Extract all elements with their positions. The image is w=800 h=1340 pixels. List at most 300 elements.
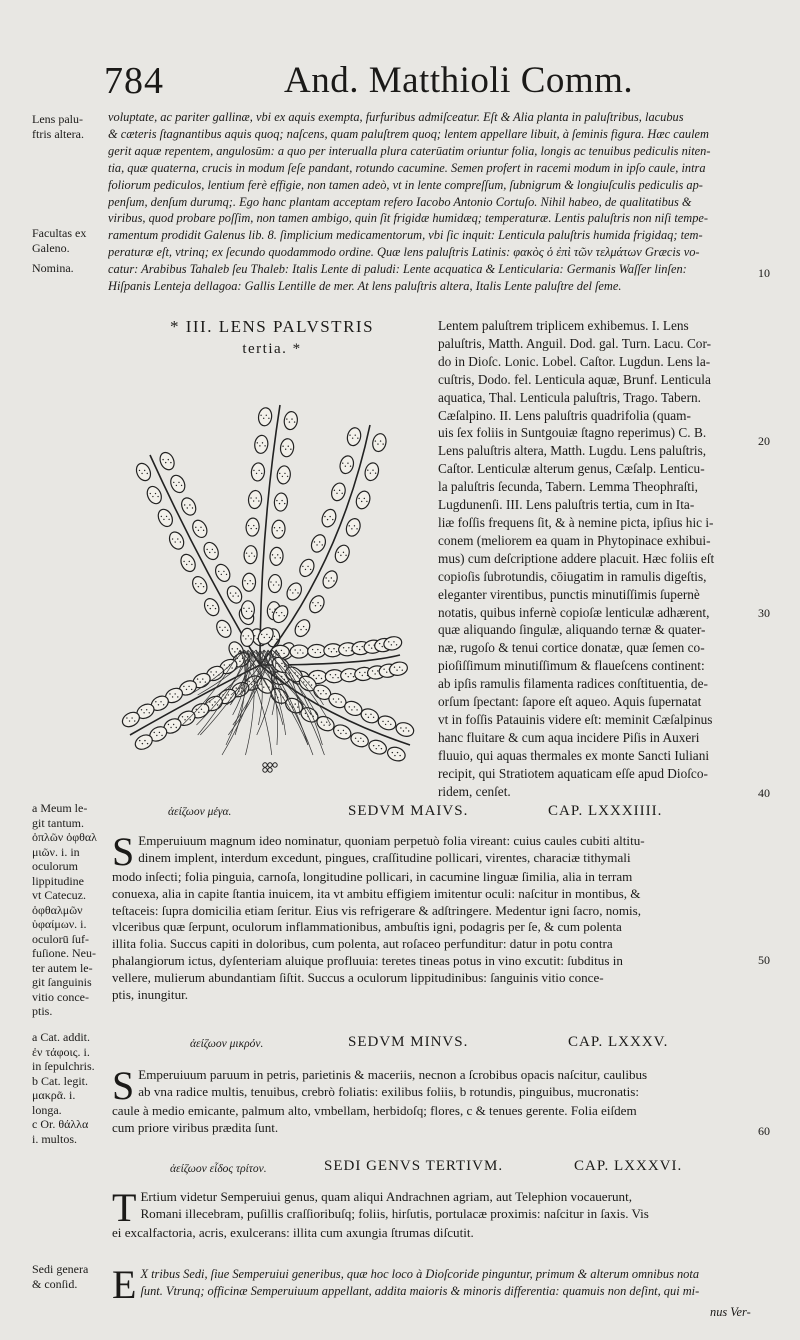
leaf-dot: [345, 555, 346, 556]
leaf-dot: [314, 541, 315, 542]
leaf-dot: [155, 493, 156, 494]
leaf-dot: [156, 735, 157, 736]
lens3-title-line2: tertia. *: [242, 341, 302, 357]
margin-line: ftris altera.: [32, 126, 84, 141]
drop-cap: S: [112, 1063, 135, 1108]
leaf-dot: [258, 500, 259, 501]
leaf-dot: [397, 752, 398, 753]
margin-line: git ſanguinis: [32, 975, 92, 989]
leaf-dot: [269, 637, 270, 638]
line-number: 50: [758, 953, 770, 967]
margin-line: a Cat. addit.: [32, 1030, 90, 1044]
leaf-dot: [321, 721, 322, 722]
leaf-dot: [202, 678, 203, 679]
leaflet: [279, 438, 294, 458]
sedum-minus-greek: ἀείζωον μικρόν.: [190, 1038, 264, 1050]
leaf-dot: [320, 605, 321, 606]
leaflet: [157, 450, 176, 472]
text-line: næ, rugoſo & tenui cortice donatæ, quæ ſemen co-: [438, 640, 705, 656]
leaf-dot: [199, 681, 200, 682]
leaf-dot: [362, 675, 363, 676]
leaf-dot: [256, 528, 257, 529]
line-number: 40: [758, 786, 770, 800]
leaf-dot: [336, 493, 337, 494]
leaf-dot: [248, 608, 249, 609]
leaf-dot: [169, 693, 170, 694]
margin-line: ὑφαίμων. i.: [32, 917, 87, 931]
leaf-dot: [212, 704, 213, 705]
text-line: aquatica, Thal. Lenticula paluſtris, Trago. Tabern.: [438, 389, 701, 405]
leaf-dot: [266, 634, 267, 635]
text-line: vellere, mulierum abundantiam ſiſtit. Succus a oculorum lippitudinibus: ſanguinis vitio conce-: [112, 969, 604, 985]
margin-line: i. multos.: [32, 1131, 78, 1146]
leaf-dot: [176, 485, 177, 486]
leaf-dot: [359, 649, 360, 650]
leaf-dot: [172, 696, 173, 697]
text-line: peraturæ eſt, vtrinq; ex ſecundo quodammodo ordine. Quæ lens paluſtris Latinis: φακὸς ὁ ἐπὶ τῶν τελμάτων Græcis vo-: [108, 245, 700, 260]
margin-line: vt Catecuz.: [32, 888, 86, 902]
leaf-dot: [243, 608, 244, 609]
leaf-dot: [345, 466, 346, 467]
leaf-dot: [170, 727, 171, 728]
leaf-dot: [402, 670, 403, 671]
leaf-dot: [291, 418, 292, 419]
leaflet: [201, 540, 221, 562]
leaf-dot: [375, 440, 376, 441]
leaflet: [349, 730, 371, 749]
leaf-dot: [343, 552, 344, 553]
leaf-dot: [181, 485, 182, 486]
text-line: phalangiorum ictus, dyſenteriam aluique profluuia: teretes tineas potus in vino excutit: ſubditus in: [112, 952, 623, 968]
leaf-dot: [349, 525, 350, 526]
leaf-dot: [306, 684, 307, 685]
leaf-dot: [277, 554, 278, 555]
seed: [273, 763, 277, 767]
leaf-dot: [250, 638, 251, 639]
leaf-dot: [203, 530, 204, 531]
leaf-dot: [131, 717, 132, 718]
leaf-dot: [381, 748, 382, 749]
leaf-dot: [217, 704, 218, 705]
text-line: ſunt. Vtrunq; officinæ Semperuiuum appellant, addita maioris & minoris differentia: quamuis non deſint, qui mi-: [140, 1284, 700, 1298]
leaflet: [394, 720, 415, 738]
leaf-dot: [323, 724, 324, 725]
leaf-dot: [139, 470, 140, 471]
leaf-dot: [260, 415, 261, 416]
leaf-dot: [358, 741, 359, 742]
leaf-dot: [223, 571, 224, 572]
leaf-dot: [252, 583, 253, 584]
drop-cap: S: [112, 829, 135, 874]
leaf-dot: [315, 605, 316, 606]
leaf-dot: [281, 500, 282, 501]
leaf-dot: [183, 561, 184, 562]
margin-line: vitio conce-: [32, 989, 89, 1004]
leaf-dot: [374, 673, 375, 674]
leaf-dot: [285, 449, 286, 450]
leaf-dot: [355, 738, 356, 739]
margin-note-sedi-genera: [32, 1262, 104, 1291]
leaf-dot: [368, 644, 369, 645]
text-line: Caſtor. Lenticulæ alterum genus, Cæſalp. Lenticu-: [438, 461, 705, 477]
leaf-dot: [184, 504, 185, 505]
leaf-dot: [168, 519, 169, 520]
leaf-dot: [170, 462, 171, 463]
leaf-dot: [290, 449, 291, 450]
leaf-dot: [408, 730, 409, 731]
leaf-dot: [335, 674, 336, 675]
leaf-dot: [405, 727, 406, 728]
leaf-dot: [232, 648, 233, 649]
leaf-dot: [350, 466, 351, 467]
leaflet: [363, 461, 380, 482]
leaf-dot: [191, 564, 192, 565]
leaf-dot: [282, 530, 283, 531]
leaf-dot: [352, 437, 353, 438]
leaf-dot: [372, 470, 373, 471]
seed: [263, 763, 267, 767]
text-line: Lugdunenſi. III. Lens paluſtris tertia, cum in Ita-: [438, 497, 695, 513]
text-line: mus) cum deſcriptione addere placuit. Hæc foliis eſt: [438, 550, 715, 566]
leaf-dot: [227, 630, 228, 631]
leaflet: [156, 507, 176, 529]
leaf-dot: [283, 653, 284, 654]
leaf-dot: [325, 577, 326, 578]
leaf-dot: [353, 676, 354, 677]
text-line: do in Dioſc. Lonic. Lobel. Caſtor. Lugdun. Lens la-: [438, 353, 711, 369]
leaflet: [283, 411, 298, 431]
leaf-dot: [292, 592, 293, 593]
leaf-dot: [235, 592, 236, 593]
leaf-dot: [134, 720, 135, 721]
leaf-dot: [376, 748, 377, 749]
leaf-dot: [345, 673, 346, 674]
sedum-maius-title: SEDVM MAIVS.: [348, 803, 469, 819]
leaf-dot: [324, 516, 325, 517]
text-line: ramentum prodidit Galenus lib. 8. ſimplicium medicamentorum, vbi ſic inquit: Lenticula paluſtris humida frigidaq; tem-: [108, 228, 703, 243]
leaf-dot: [168, 459, 169, 460]
leaf-dot: [189, 504, 190, 505]
leaf-dot: [219, 627, 220, 628]
leaflet: [269, 547, 283, 566]
sedi-tertium-cap: CAP. LXXXVI.: [574, 1158, 683, 1174]
leaf-dot: [160, 701, 161, 702]
leaf-dot: [177, 696, 178, 697]
leaf-dot: [155, 701, 156, 702]
line-number: 60: [758, 1124, 770, 1138]
leaf-dot: [288, 446, 289, 447]
leaf-dot: [279, 503, 280, 504]
leaf-dot: [158, 704, 159, 705]
text-line: pioſiſſimum minutiſſimum & flaueſcens continent:: [438, 658, 705, 674]
leaf-dot: [129, 720, 130, 721]
leaf-dot: [328, 580, 329, 581]
leaf-dot: [312, 649, 313, 650]
text-line: Lentem paluſtrem triplicem exhibemus. I. Lens: [438, 318, 689, 333]
margin-line: fuſione. Neu-: [32, 946, 96, 960]
text-line: tia, quæ quaterna, crucis in modum ſeſe pandant, rotundo cacumine. Semen profert in racemi modum in ipſo caule, intra: [108, 160, 706, 175]
leaf-dot: [276, 639, 277, 640]
leaf-dot: [174, 541, 175, 542]
leaf-dot: [334, 490, 335, 491]
leaf-dot: [368, 717, 369, 718]
leaf-dot: [163, 519, 164, 520]
leaf-dot: [356, 709, 357, 710]
leaf-dot: [375, 473, 376, 474]
text-line: Ertium videtur Semperuiui genus, quam aliqui Andrachnen agriam, aut Telephion vocauerunt,: [140, 1189, 632, 1204]
leaf-dot: [284, 503, 285, 504]
leaf-dot: [274, 636, 275, 637]
text-line: gerit aquæ repentem, angulosūm: a quo per interualla plura caterūatim oriuntur folia, longis ac tenuibus pediculis niten-: [108, 143, 711, 158]
leaf-dot: [238, 595, 239, 596]
leaf-dot: [144, 740, 145, 741]
leaf-dot: [177, 538, 178, 539]
leaf-dot: [142, 743, 143, 744]
leaf-dot: [287, 476, 288, 477]
leaf-dot: [379, 643, 380, 644]
leaf-dot: [176, 727, 177, 728]
text-line: vlceribus quæ ſerpunt, oculorum inflammationibus, ambuſtis igni, podagris per ſe, & cum polenta: [112, 919, 622, 935]
leaf-dot: [370, 714, 371, 715]
leaf-dot: [216, 671, 217, 672]
leaf-dot: [295, 589, 296, 590]
margin-line: lippitudine: [32, 873, 84, 888]
leaf-dot: [248, 681, 249, 682]
leaf-dot: [214, 701, 215, 702]
text-line: quæ aliquando ſingulæ, aliquando ternæ & quater-: [438, 622, 706, 638]
sedum-minus-cap: CAP. LXXXV.: [568, 1034, 669, 1050]
leaf-dot: [338, 698, 339, 699]
leaf-dot: [331, 577, 332, 578]
margin-line: Facultas ex: [32, 226, 87, 240]
leaf-dot: [250, 528, 251, 529]
leaf-dot: [203, 586, 204, 587]
leaf-dot: [191, 689, 192, 690]
leaf-dot: [200, 583, 201, 584]
leaf-dot: [326, 721, 327, 722]
margin-line: ter autem le-: [32, 960, 93, 975]
leaf-dot: [308, 681, 309, 682]
leaf-dot: [359, 672, 360, 673]
leaf-dot: [386, 672, 387, 673]
leaf-dot: [382, 443, 383, 444]
text-line: teſtaceis: ſupra domicilia etiam ſeritur. Eius vis refrigerare & adſtringere. Medentur igni ſacro, nomis,: [112, 902, 642, 918]
leaf-dot: [377, 443, 378, 444]
leaf-dot: [261, 473, 262, 474]
leaf-dot: [394, 755, 395, 756]
leaf-dot: [343, 647, 344, 648]
leaf-dot: [256, 497, 257, 498]
line-number: 20: [758, 434, 770, 448]
leaf-dot: [210, 608, 211, 609]
text-line: paluſtris, Matth. Anguil. Dod. gal. Turn. Lacu. Cor-: [438, 335, 712, 351]
leaf-dot: [295, 703, 296, 704]
text-line: Cæſalpino. II. Lens paluſtris quadrifolia (quam-: [438, 407, 691, 423]
leaf-dot: [346, 650, 347, 651]
leaf-dot: [183, 686, 184, 687]
leaf-dot: [278, 584, 279, 585]
leaf-dot: [198, 586, 199, 587]
leaf-dot: [367, 470, 368, 471]
leaf-dot: [297, 706, 298, 707]
margin-line: Lens palu-: [32, 112, 83, 126]
leaflet: [338, 454, 355, 475]
leaf-dot: [273, 584, 274, 585]
leaf-dot: [274, 557, 275, 558]
leaf-dot: [272, 554, 273, 555]
sedum-minus-title: SEDVM MINVS.: [348, 1034, 469, 1050]
leaf-dot: [264, 445, 265, 446]
leaf-dot: [297, 592, 298, 593]
leaf-dot: [392, 752, 393, 753]
leaf-dot: [178, 482, 179, 483]
margin-line: oculorū ſuf-: [32, 931, 89, 946]
leaf-dot: [192, 507, 193, 508]
margin-line: ptis.: [32, 1004, 53, 1018]
leaflet: [224, 584, 244, 606]
leaf-dot: [126, 717, 127, 718]
leaf-dot: [338, 552, 339, 553]
leaf-dot: [399, 667, 400, 668]
leaf-dot: [201, 709, 202, 710]
leaf-dot: [303, 681, 304, 682]
leaf-dot: [270, 581, 271, 582]
leaflet: [320, 569, 340, 591]
text-line: Romani illecebram, puſillis craſſioribuſq; foliis, hirſutis, portulacæ proximis: naſcitur in ſaxis. Vis: [140, 1205, 649, 1221]
leaf-dot: [250, 580, 251, 581]
leaf-dot: [282, 476, 283, 477]
margin-line: Sedi genera: [32, 1262, 89, 1276]
leaf-dot: [260, 683, 261, 684]
leaf-dot: [205, 681, 206, 682]
leaf-dot: [143, 712, 144, 713]
leaf-dot: [182, 716, 183, 717]
margin-line: Galeno.: [32, 240, 70, 255]
leaf-dot: [349, 434, 350, 435]
leaf-dot: [339, 490, 340, 491]
leaf-dot: [312, 602, 313, 603]
margin-line: b Cat. legit.: [32, 1073, 88, 1088]
leaf-dot: [144, 470, 145, 471]
text-line: Emperuiuum magnum ideo nominatur, quoniam perpetuò folia vireant: cuius caules cubiti altitu-: [138, 833, 645, 848]
leaf-dot: [357, 437, 358, 438]
leaf-dot: [172, 538, 173, 539]
leaf-dot: [226, 574, 227, 575]
margin-line: c Or. θάλλα: [32, 1117, 89, 1131]
leaf-dot: [261, 634, 262, 635]
leaf-dot: [149, 712, 150, 713]
text-line: cum priore viribus prædita ſunt.: [112, 1119, 279, 1135]
margin-line: git tantum.: [32, 815, 84, 830]
leaf-dot: [354, 706, 355, 707]
leaflet: [329, 481, 347, 502]
leaf-dot: [358, 498, 359, 499]
sedi-tertium-title: SEDI GENVS TERTIVM.: [324, 1158, 504, 1174]
leaf-dot: [336, 651, 337, 652]
leaflet: [271, 520, 285, 539]
leaf-dot: [321, 678, 322, 679]
leaf-dot: [262, 442, 263, 443]
plant-illustration: [110, 365, 430, 785]
leaf-dot: [355, 434, 356, 435]
leaflet: [214, 618, 234, 640]
leaflet: [178, 552, 198, 574]
leaf-dot: [371, 647, 372, 648]
leaflet: [268, 574, 282, 593]
leaf-dot: [157, 496, 158, 497]
text-line: orſum ſpectant: ſapore eſt aqueo. Aquis ſupernatat: [438, 694, 702, 710]
leaf-dot: [186, 689, 187, 690]
leaf-dot: [197, 678, 198, 679]
leaflet: [284, 580, 304, 602]
leaf-dot: [302, 652, 303, 653]
leaf-dot: [313, 675, 314, 676]
drop-cap: E: [112, 1262, 137, 1307]
leaflet: [307, 593, 327, 615]
leaf-dot: [218, 571, 219, 572]
leaf-dot: [282, 446, 283, 447]
leaf-dot: [394, 667, 395, 668]
leaflet: [250, 462, 265, 481]
leaflet: [245, 518, 259, 537]
leaf-dot: [363, 741, 364, 742]
leaf-dot: [161, 516, 162, 517]
leaf-dot: [166, 516, 167, 517]
seed: [268, 763, 272, 767]
margin-line: in ſepulchris.: [32, 1059, 95, 1073]
leaflet: [134, 461, 153, 483]
leaf-dot: [212, 605, 213, 606]
leaf-dot: [317, 649, 318, 650]
leaf-dot: [383, 669, 384, 670]
leaf-dot: [294, 421, 295, 422]
leaf-dot: [396, 670, 397, 671]
leaf-dot: [248, 525, 249, 526]
text-line: conuexa, alia in capite ſtantia inuicem, ita vt ambitu effigiem imitentur oculi: naſcitur in montibus, &: [112, 885, 641, 901]
leaf-dot: [373, 717, 374, 718]
page-number: 784: [104, 60, 164, 102]
leaflet: [290, 645, 308, 658]
text-line: Lens paluſtris altera, Matth. Lugdu. Lens paluſtris,: [438, 443, 707, 459]
leaflet: [168, 473, 187, 495]
leaflet: [309, 533, 328, 555]
leaf-dot: [403, 730, 404, 731]
leaf-dot: [206, 549, 207, 550]
leaf-dot: [231, 667, 232, 668]
sedi-tertium-text: [112, 1185, 766, 1242]
text-line: ridem, cenſet.: [438, 783, 511, 799]
leaflet: [242, 573, 256, 592]
text-line: penſum, denſum durumq;. Ego hanc plantam acceptam refero Iacobo Antonio Cortuſo. Nihil habeo, de qualitatibus &: [108, 194, 692, 209]
leaf-dot: [307, 566, 308, 567]
leaf-dot: [161, 735, 162, 736]
leaf-dot: [209, 552, 210, 553]
leaf-dot: [195, 527, 196, 528]
margin-line: a Meum le-: [32, 801, 88, 815]
leaf-dot: [332, 677, 333, 678]
text-line: illita folia. Succus capiti in doloribus, cum polenta, aut roſaceo perfunditur: datur in potu contra: [112, 936, 613, 952]
leaf-dot: [280, 557, 281, 558]
leaf-dot: [343, 730, 344, 731]
margin-notes-sedum-minus: [32, 1030, 104, 1146]
text-line: foliorum pediculos, lentium ferè effigie, non tamen adeò, vt in lente compreſſum, ſubnigrum & longiuſculis pediculis ap-: [108, 177, 703, 192]
leaf-dot: [377, 670, 378, 671]
leaf-dot: [203, 712, 204, 713]
text-line: catur: Arabibus Tahaleb ſeu Thaleb: Italis Lente di paludi: Lente acquatica & Lenticularia: Germanis Waſſer linſen:: [108, 262, 687, 277]
text-line: voluptate, ac pariter gallinæ, vbi ex aquis exempta, furfuribus admiſceatur. Eſt & Alia planta in paluſtribus, lacubus: [108, 110, 684, 124]
leaf-dot: [269, 609, 270, 610]
leaf-dot: [390, 724, 391, 725]
